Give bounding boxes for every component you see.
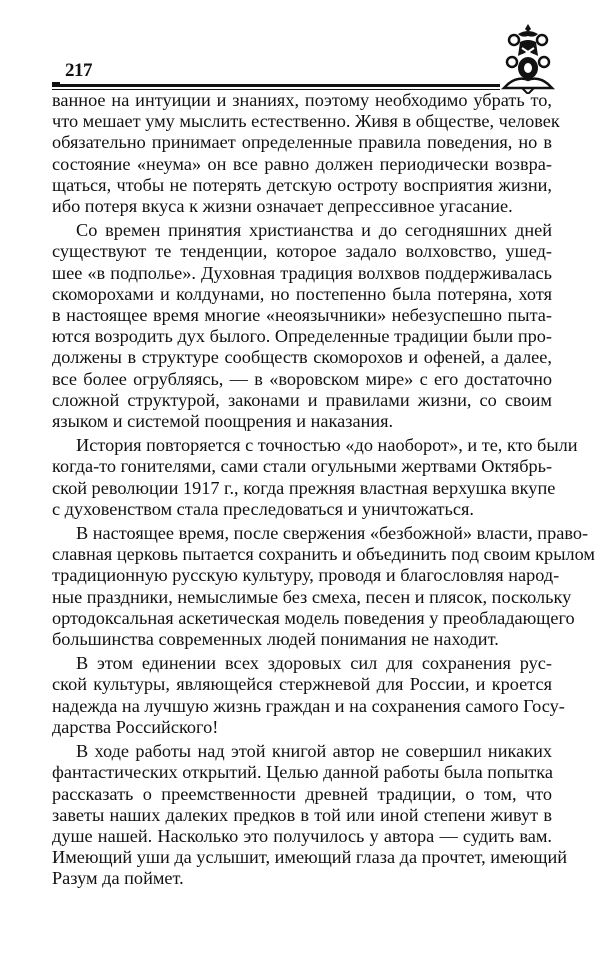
page-header bbox=[52, 58, 555, 92]
text-line: большинства современных людей понимания не находит. bbox=[52, 629, 499, 650]
text-line: скоморохами и колдунами, но постепенно была потеряна, хотя bbox=[52, 283, 552, 304]
text-line: фантастических открытий. Целью данной работы была попытка bbox=[52, 762, 553, 783]
paragraph bbox=[52, 653, 565, 738]
text-line: История повторяется с точностью «до наоборот», и те, кто были bbox=[76, 435, 578, 456]
text-line: с духовенством стала преследоваться и уничтожаться. bbox=[52, 498, 474, 519]
text-line: В ходе работы над этой книгой автор не совершил никаких bbox=[76, 741, 552, 762]
text-line: дарства Российского! bbox=[52, 716, 219, 737]
text-line: что мешает уму мыслить естественно. Живя в обществе, человек bbox=[52, 111, 560, 132]
paragraph bbox=[52, 220, 552, 432]
text-line: ванное на интуиции и знаниях, поэтому необходимо убрать то, bbox=[52, 90, 552, 110]
text-line: языком и системой поощрения и наказания. bbox=[52, 411, 394, 432]
paragraph bbox=[52, 741, 568, 889]
text-line: шее «в подполье». Духовная традиция волхвов поддерживалась bbox=[52, 262, 552, 283]
text-line: традиционную русскую культуру, проводя и благословляя народ- bbox=[52, 565, 560, 586]
text-line: сложной структурой, законами и правилами жизни, со своим bbox=[52, 389, 552, 410]
text-line: В этом единении всех здоровых сил для сохранения рус- bbox=[76, 653, 552, 674]
text-line: щаться, чтобы не потерять детскую остроту восприятия жизни, bbox=[52, 174, 552, 195]
text-line: ской революции 1917 г., когда прежняя властная верхушка вкупе bbox=[52, 477, 556, 498]
text-line: В настоящее время, после свержения «безбожной» власти, право- bbox=[76, 523, 589, 544]
text-line: славная церковь пытается сохранить и объединить под своим крылом bbox=[52, 544, 595, 565]
text-line: душе нашей. Насколько это получилось у автора — судить вам. bbox=[52, 825, 552, 846]
text-line: Со времен принятия христианства и до сегодняшних дней bbox=[76, 220, 552, 241]
text-line: ные праздники, немыслимые без смеха, песен и плясок, поскольку bbox=[52, 586, 572, 607]
text-line: ибо потеря вкуса к жизни означает депрессивное угасание. bbox=[52, 196, 513, 217]
text-line: в настоящее время многие «неоязычники» небезуспешно пыта- bbox=[52, 305, 552, 326]
text-line: заветы наших далеких предков в той или иной степени живут в bbox=[52, 804, 552, 825]
paragraph bbox=[52, 523, 595, 650]
text-line: должены в структуре сообществ скоморохов и офеней, а далее, bbox=[52, 347, 552, 368]
text-line: ской культуры, являющейся стержневой для России, и кроется bbox=[52, 674, 552, 695]
text-line: когда-то гонителями, сами стали огульными жертвами Октябрь- bbox=[52, 456, 553, 477]
text-line: Имеющий уши да услышит, имеющий глаза да прочтет, имеющий bbox=[52, 847, 568, 868]
text-line: обязательно принимает определенные правила поведения, но в bbox=[52, 132, 552, 153]
paragraph bbox=[52, 435, 578, 520]
text-line: Разум да поймет. bbox=[52, 868, 184, 889]
text-line: ются возродить дух былого. Определенные традиции были про- bbox=[52, 326, 552, 347]
text-line: все более огрубляясь, — в «воровском мире» с его достаточно bbox=[52, 368, 552, 389]
text-line: рассказать о преемственности древней традиции, о том, что bbox=[52, 783, 552, 804]
body-text bbox=[52, 90, 595, 893]
paragraph bbox=[52, 90, 560, 217]
header-rule bbox=[52, 84, 555, 87]
ornament-icon bbox=[500, 22, 556, 94]
text-line: существуют те тенденции, которое задало волховство, ушед- bbox=[52, 241, 552, 262]
text-line: состояние «неума» он все равно должен периодически возвра- bbox=[52, 153, 552, 174]
text-line: надежда на лучшую жизнь граждан и на сохранения самого Госу- bbox=[52, 695, 565, 716]
page-number: 217 bbox=[62, 60, 95, 82]
text-line: ортодоксальная аскетическая модель поведения у преобладающего bbox=[52, 607, 575, 628]
